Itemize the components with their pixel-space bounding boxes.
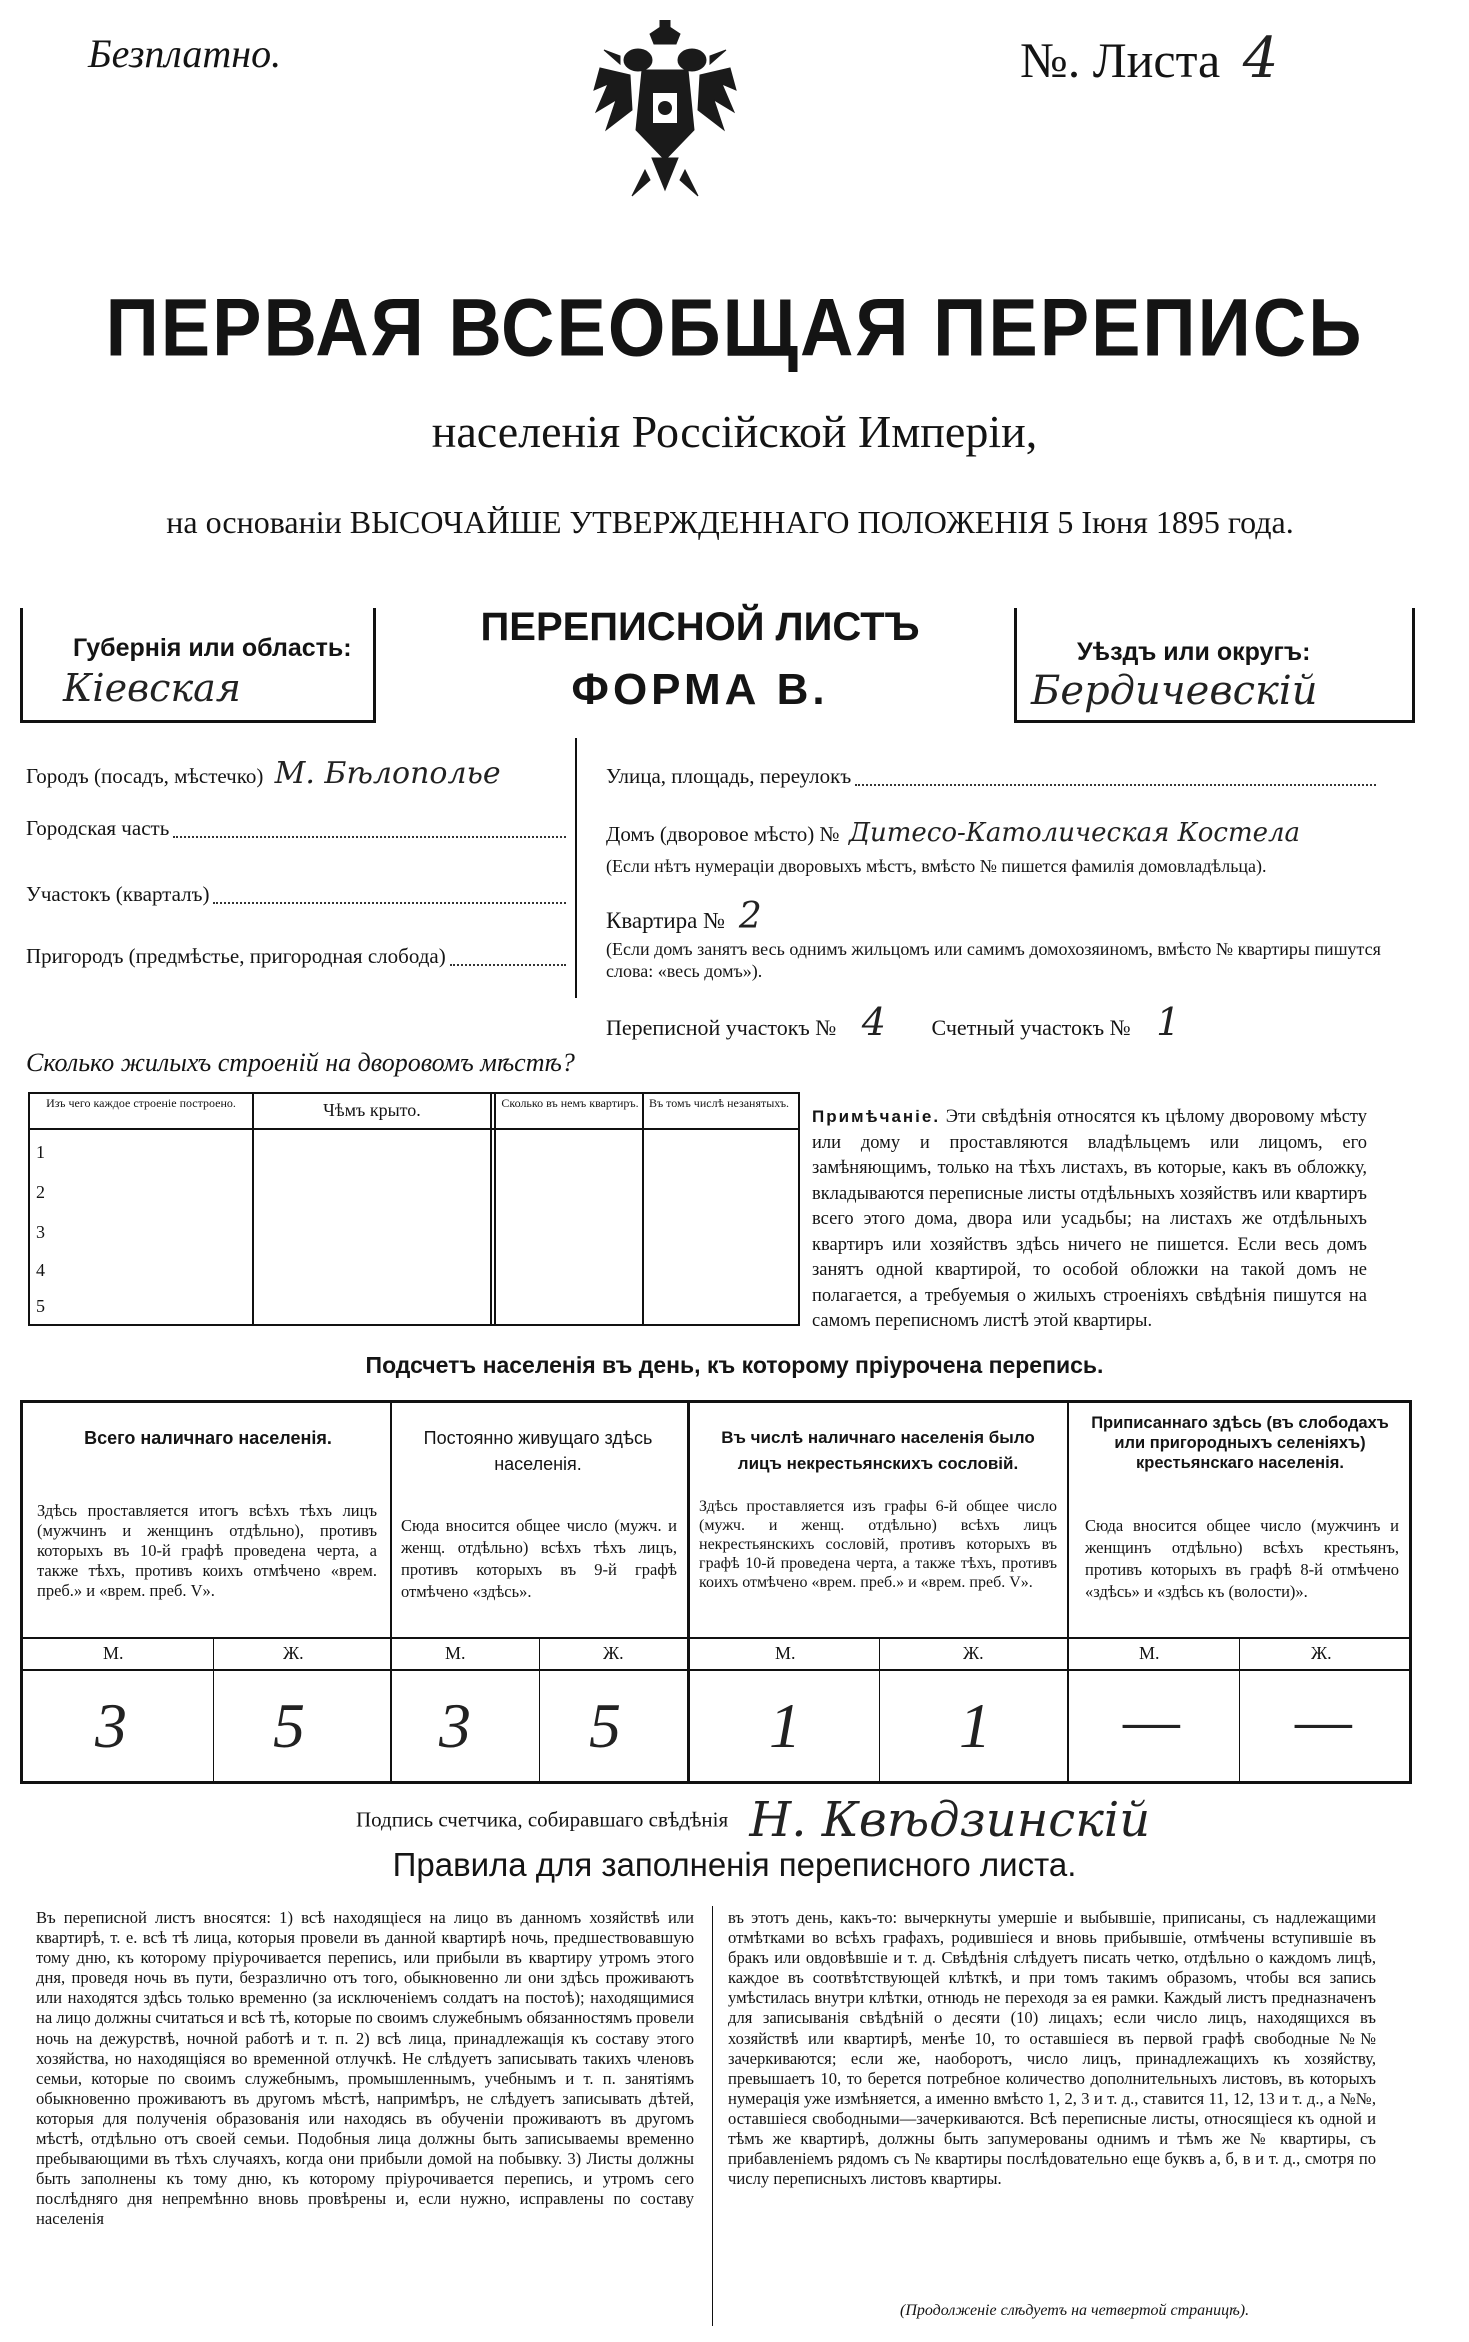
- district-field[interactable]: [213, 882, 566, 904]
- free-label: Безплатно.: [88, 31, 282, 76]
- apartment-row: [606, 896, 1426, 937]
- table-row: 4: [36, 1260, 45, 1280]
- count-col2-desc: Сюда вносится общее число (мужч. и женщ. отдѣльно) всѣхъ тѣхъ лицъ, противъ которыхъ въ 9-й графѣ отмѣчено «здѣсь».: [401, 1516, 677, 1601]
- buildings-header-roof: Чѣмъ крыто.: [323, 1100, 421, 1120]
- street-field[interactable]: [855, 764, 1376, 786]
- uezd-box: [1014, 608, 1415, 723]
- guberniya-label: Губернія или область:: [73, 634, 352, 662]
- table-row: 3: [36, 1222, 45, 1242]
- buildings-note-text: Эти свѣдѣнія относятся къ цѣлому дворовому мѣсту или дому и проставляются владѣльцемъ или лицомъ, его замѣняющимъ, только на тѣхъ листахъ, въ которые, какъ въ обложку, вкладываются переписные листы отдѣльныхъ хозяйствъ или квартиръ всего этого дома, двора или усадьбы; на листахъ же отдѣльныхъ квартиръ или хозяйствъ здѣсь ничего не пишется. Если весь домъ занятъ одной квартирой, то особой обложки на такой домъ не полагается, а требуемыя о жилыхъ строеніяхъ свѣдѣнія пишутся на самомъ переписномъ листѣ этой квартиры.: [812, 1107, 1368, 1331]
- nonpeasant-male-value: 1: [769, 1690, 801, 1761]
- guberniya-value: Кіевская: [63, 666, 241, 710]
- m-label: М.: [103, 1643, 124, 1663]
- f-label: Ж.: [1311, 1643, 1332, 1663]
- count-col3-desc: Здѣсь проставляется изъ графы 6-й общее число (мужч. и женщ. отдѣльно) всѣхъ лицъ некрестьянскихъ сословій, противъ которыхъ въ графѣ 10-й проведена черта, а также тѣхъ, противъ коихъ отмѣчено «врем. преб.» и «врем. преб. V».: [699, 1498, 1057, 1591]
- rules-left-column: Въ переписной листъ вносятся: 1) всѣ находящіеся на лицо въ данномъ хозяйствѣ или квартирѣ, т. е. всѣ тѣ лица, которыя провели въ данной квартирѣ ночь, предшествовавшую тому дню, къ которому пріурочивается перепись, или прибыли въ квартиру утромъ этого дня, проведя ночь въ пути, безразлично отъ того, обыкновенно ли они здѣсь проживаютъ или находятся здѣсь только временно (за исключеніемъ солдатъ на постоѣ); находящимися на лицо должны считаться и всѣ тѣ, которые по своимъ служебнымъ обязанностямъ провели ночь на дежурствѣ, ночной работѣ и т. п. 2) всѣ лица, принадлежащія къ составу этого хозяйства, но находящіяся во временной отлучкѣ. Не слѣдуетъ записывать такихъ членовъ семьи, которые по своимъ служебнымъ, промышленнымъ, учебнымъ и т. п. занятіямъ обыкновенно проживаютъ въ другомъ мѣстѣ, напримѣръ, не слѣдуетъ записывать дѣтей, которыя для полученія образованія или находясь въ обученіи проживаютъ въ другомъ мѣстѣ, отдѣльно отъ своей семьи. Подобныя лица должны быть записываемы временно пребывающими въ тѣхъ случаяхъ, когда они прибыли домой на побывку. 3) Листы должны быть заполнены къ тому дню, къ которому пріурочивается перепись, и утромъ сего послѣдняго дня непремѣнно вновь провѣрены и, если нужно, исправлены по составу населенія: [36, 1908, 694, 2229]
- house-row: [606, 818, 1426, 848]
- peasant-female-value: —: [1295, 1684, 1352, 1755]
- legal-basis-line: на основаніи ВЫСОЧАЙШЕ УТВЕРЖДЕННАГО ПОЛОЖЕНІЯ 5 Іюня 1895 года.: [166, 504, 1294, 540]
- city-value: М. Бѣлополье: [274, 756, 501, 791]
- rules-continued-note: (Продолженіе слѣдуетъ на четвертой страницѣ).: [900, 2302, 1250, 2319]
- suburb-field[interactable]: [450, 944, 566, 966]
- buildings-note: [812, 1104, 1367, 1335]
- district-row: [26, 882, 566, 907]
- m-label: М.: [445, 1643, 466, 1663]
- census-area-row: [606, 1000, 1426, 1044]
- apartment-note: (Если домъ занятъ весь однимъ жильцомъ или самимъ домохозяиномъ, вмѣсто № квартиры пишутся слова: «весь домъ»).: [606, 939, 1381, 981]
- signature-label: Подпись счетчика, собиравшаго свѣдѣнія: [356, 1807, 729, 1832]
- count-col3-head: Въ числѣ наличнаго населенія было лицъ некрестьянскихъ сословій.: [721, 1428, 1035, 1473]
- city-label: Городъ (посадъ, мѣстечко): [26, 764, 264, 788]
- m-label: М.: [1139, 1643, 1160, 1663]
- f-label: Ж.: [283, 1643, 304, 1663]
- uezd-value: Бердичевскій: [1031, 668, 1318, 714]
- rules-column-divider: [712, 1906, 713, 2326]
- rules-right-column: въ этотъ день, какъ-то: вычеркнуты умершіе и выбывшіе, приписаны, съ надлежащими отмѣтками во всѣхъ графахъ, родившіеся и вновь прибывшіе, отмѣчены вступившіе въ бракъ или овдовѣвшіе и т. д. Свѣдѣнія слѣдуетъ писать четко, отдѣльно о каждомъ лицѣ, каждое въ соотвѣтствующей клѣткѣ, и при томъ такимъ образомъ, чтобы вся запись умѣстилась внутри клѣтки, отнюдь не переходя за ея рамки. Каждый листъ предназначенъ для записыванія свѣдѣній о десяти (10) лицахъ; если число лицъ, находящихся въ хозяйствѣ или квартирѣ, менѣе 10, то оставшіеся въ первой графѣ свободные №№ зачеркиваются; если же, наоборотъ, число лицъ, принадлежащихъ къ хозяйству, превышаетъ 10, то берется потребное количество дополнительныхъ листовъ, въ которыхъ нумерація уже измѣняется, а именно вмѣсто 1, 2, 3 и т. д., ставится 11, 12, 13 и т. д., а №№, оставшіеся свободными—зачеркиваются. Всѣ переписные листы, относящіеся къ одной и тѣмъ же квартирѣ, должны быть запумерованы однимъ и тѣмъ же № квартиры, съ прибавленіемъ рядомъ съ № квартиры послѣдовательно еще буквъ а, б, в и т. д., смотря по числу переписныхъ листовъ квартиры.: [728, 1908, 1376, 2189]
- house-label: Домъ (дворовое мѣсто) №: [606, 822, 840, 846]
- table-row: 5: [36, 1296, 45, 1316]
- count-col4-head: Приписаннаго здѣсь (въ слободахъ или пригородныхъ селеніяхъ) крестьянскаго населенія.: [1091, 1414, 1389, 1472]
- buildings-header-vacant: Въ томъ числѣ незанятыхъ.: [648, 1096, 790, 1110]
- peasant-male-value: —: [1123, 1684, 1180, 1755]
- resident-male-value: 3: [439, 1690, 471, 1761]
- m-label: М.: [775, 1643, 796, 1663]
- table-row: 2: [36, 1182, 45, 1202]
- form-title: ПЕРЕПИСНОЙ ЛИСТЪ: [480, 605, 920, 649]
- city-part-field[interactable]: [173, 816, 566, 838]
- census-area-label: Переписной участокъ №: [606, 1015, 837, 1040]
- address-divider: [575, 738, 577, 998]
- table-row: 1: [36, 1142, 45, 1162]
- count-col1-head: Всего наличнаго населенія.: [84, 1428, 332, 1448]
- suburb-label: Пригородъ (предмѣстье, пригородная слобода): [26, 944, 446, 968]
- signature-row: [356, 1792, 1416, 1848]
- apartment-label: Квартира №: [606, 908, 726, 933]
- house-value: Дитесо-Католическая Костела: [848, 818, 1301, 848]
- resident-female-value: 5: [589, 1690, 621, 1761]
- page-title: ПЕРВАЯ ВСЕОБЩАЯ ПЕРЕПИСЬ: [105, 281, 1364, 374]
- sheet-number-block: [1020, 26, 1278, 91]
- house-note: (Если нѣтъ нумераціи дворовыхъ мѣстъ, вмѣсто № пишется фамилія домовладѣльца).: [606, 856, 1267, 876]
- total-female-value: 5: [273, 1690, 305, 1761]
- city-part-row: [26, 816, 566, 841]
- city-row: [26, 756, 566, 791]
- coat-of-arms-emblem: [590, 20, 740, 200]
- sheet-number-value: 4: [1242, 26, 1279, 91]
- guberniya-box: [20, 608, 376, 723]
- signature-value: Н. Квѣдзинскій: [749, 1792, 1151, 1848]
- count-col4-desc: Сюда вносится общее число (мужчинъ и женщинъ отдѣльно) всѣхъ крестьянъ, противъ которыхъ въ графѣ 8-й отмѣчено «здѣсь» и «здѣсь къ (волости)».: [1085, 1516, 1399, 1601]
- total-male-value: 3: [95, 1690, 127, 1761]
- apartment-value: 2: [738, 896, 762, 937]
- form-subtitle: ФОРМА В.: [571, 665, 829, 714]
- population-count-table: [20, 1400, 1412, 1784]
- f-label: Ж.: [603, 1643, 624, 1663]
- sheet-label: №. Листа: [1020, 32, 1221, 88]
- count-area-label: Счетный участокъ №: [931, 1015, 1131, 1040]
- rules-title: Правила для заполненія переписного листа.: [392, 1846, 1077, 1883]
- buildings-note-title: Примѣчаніе.: [812, 1107, 941, 1126]
- district-label: Участокъ (кварталъ): [26, 882, 210, 906]
- census-area-value: 4: [861, 1000, 886, 1044]
- buildings-table: [28, 1092, 800, 1326]
- count-col1-desc: Здѣсь проставляется итогъ всѣхъ тѣхъ лицъ (мужчинъ и женщинъ отдѣльно), противъ которыхъ въ 10-й графѣ проведена черта, а также тѣхъ, противъ коихъ отмѣчено «врем. преб.» и «врем. преб. V».: [37, 1501, 377, 1600]
- nonpeasant-female-value: 1: [959, 1690, 991, 1761]
- page-subtitle: населенія Россійской Имперіи,: [431, 406, 1038, 457]
- f-label: Ж.: [963, 1643, 984, 1663]
- buildings-question: Сколько жилыхъ строеній на дворовомъ мѣстѣ?: [26, 1048, 575, 1077]
- street-label: Улица, площадь, переулокъ: [606, 764, 852, 788]
- count-area-value: 1: [1156, 1000, 1181, 1044]
- suburb-row: [26, 944, 566, 969]
- street-row: [606, 764, 1376, 789]
- uezd-label: Уѣздъ или округъ:: [1077, 638, 1311, 666]
- city-part-label: Городская часть: [26, 816, 170, 840]
- count-col2-head: Постоянно живущаго здѣсь населенія.: [423, 1428, 653, 1474]
- buildings-header-material: Изъ чего каждое строеніе построено.: [46, 1096, 236, 1110]
- buildings-header-apartments: Сколько въ немъ квартиръ.: [501, 1096, 639, 1110]
- count-title: Подсчетъ населенія въ день, къ которому пріурочена перепись.: [365, 1352, 1104, 1378]
